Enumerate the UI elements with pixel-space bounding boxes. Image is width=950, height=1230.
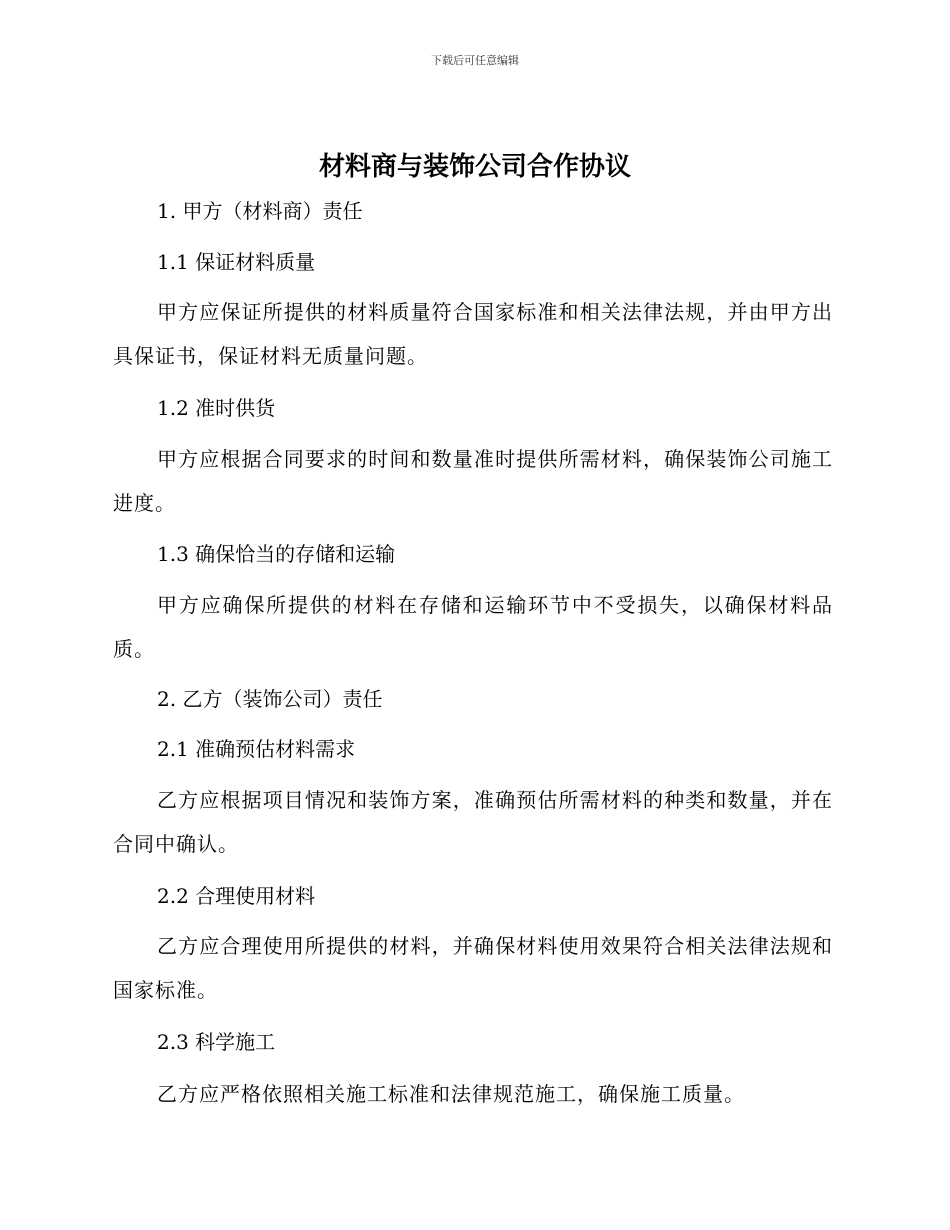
clause-1-1-text: 甲方应保证所提供的材料质量符合国家标准和相关法律法规，并由甲方出具保证书，保证材料无质量问题。 — [113, 300, 833, 368]
clause-1-3-heading: 1.3 确保恰当的存储和运输 — [157, 542, 396, 566]
clause-2-3-heading: 2.3 科学施工 — [157, 1030, 276, 1054]
clause-2-1-text: 乙方应根据项目情况和装饰方案，准确预估所需材料的种类和数量，并在合同中确认。 — [113, 788, 833, 856]
document-title: 材料商与装饰公司合作协议 — [318, 152, 631, 182]
clause-1-2-text: 甲方应根据合同要求的时间和数量准时提供所需材料，确保装饰公司施工进度。 — [113, 447, 833, 515]
section-1-heading: 1. 甲方（材料商）责任 — [157, 199, 363, 223]
clause-2-2-text: 乙方应合理使用所提供的材料，并确保材料使用效果符合相关法律法规和国家标准。 — [113, 934, 833, 1002]
clause-1-1-heading: 1.1 保证材料质量 — [157, 250, 316, 274]
clause-2-2-heading: 2.2 合理使用材料 — [157, 884, 316, 908]
section-2-heading: 2. 乙方（装饰公司）责任 — [157, 687, 383, 711]
clause-2-1-heading: 2.1 准确预估材料需求 — [157, 737, 356, 761]
clause-2-3-text: 乙方应严格依照相关施工标准和法律规范施工，确保施工质量。 — [157, 1082, 745, 1106]
clause-1-2-heading: 1.2 准时供货 — [157, 396, 276, 420]
clause-1-3-text: 甲方应确保所提供的材料在存储和运输环节中不受损失，以确保材料品质。 — [113, 593, 833, 661]
page-header-note: 下载后可任意编辑 — [431, 54, 519, 67]
